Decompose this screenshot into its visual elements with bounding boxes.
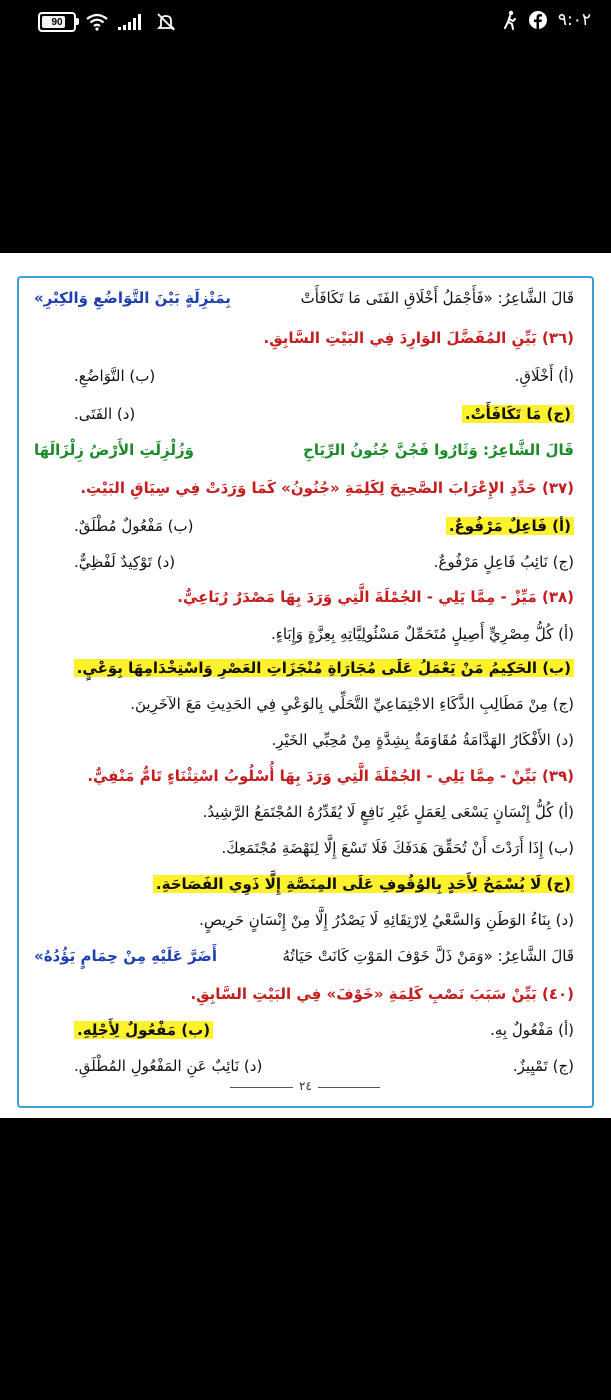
- option-a-correct: (أ) فَاعِلٌ مَرْفُوعٌ.: [446, 517, 574, 535]
- verse-first-half: قَالَ الشَّاعِرُ: «وَمَنْ ذَلَّ خَوْفَ المَوْتِ كَانَتْ حَيَاتُهُ: [282, 947, 574, 965]
- verse-first-half: قَالَ الشَّاعِرُ: وَثَارُوا فَجُنَّ جُنُونُ الرِّيَاحِ: [303, 441, 574, 459]
- document-page: [0, 253, 611, 1118]
- question-text: (٣٧) حَدِّدِ الإِعْرَابَ الصَّحِيحَ لِكَلِمَةِ «جُنُونُ» كَمَا وَرَدَتْ فِي سِيَاقِ البَيْتِ.: [80, 479, 574, 497]
- status-icons-right: [502, 10, 591, 30]
- signal-icon: [118, 14, 146, 30]
- option-b-correct: (ب) مَفْعُولٌ لِأَجْلِهِ.: [74, 1021, 213, 1039]
- facebook-icon: [528, 10, 548, 30]
- option-text: (أ) كُلُّ مِصْرِيٍّ أَصِيلٍ مُتَحَمِّلٌ مَسْئُولِيَّاتِهِ بِعِزَّةٍ وَإِبَاءٍ.: [271, 625, 574, 643]
- option-b: (ب) مَفْعُولٌ مُطْلَقٌ.: [74, 517, 194, 535]
- option-text: (ج) لَا يُسْمَحُ لِأَحَدٍ بِالوُقُوفِ عَلَى المِنَصَّةِ إِلَّا ذَوِي الفَصَاحَةِ.: [153, 875, 574, 893]
- page-number-text: ٢٤: [293, 1079, 318, 1093]
- option-text: (ج) مِنْ مَطَالِبِ الذَّكَاءِ الاجْتِمَاعِيِّ التَّحَلِّي بِالوَعْيِ فِي الحَدِيثِ مَعَ الآخَرِينَ.: [130, 695, 574, 713]
- walking-person-icon: [502, 10, 518, 30]
- option-text: (ب) الحَكِيمُ مَنْ يَعْمَلُ عَلَى مُجَارَاةِ مُنْجَزَاتِ العَصْرِ وَاسْتِخْدَامِهَا بِوَعْيٍ.: [74, 659, 574, 677]
- option-c-correct: (ج) مَا تَكَافَأَتْ.: [462, 405, 574, 423]
- option-text: (د) بِنَاءُ الوَطَنِ وَالسَّعْيُ لِارْتِقَائِهِ لَا يَصْدُرُ إِلَّا مِنْ إِنْسَانٍ حَرِيصٍ.: [199, 911, 574, 929]
- verse-second-half: وَزُلْزِلَتِ الأَرْضُ زِلْزَالَهَا: [34, 441, 194, 459]
- muted-bell-icon: [156, 12, 176, 32]
- option-a: (أ) مَفْعُولٌ بِهِ.: [490, 1021, 574, 1039]
- option-c: (ج) تَمْيِيزٌ.: [512, 1057, 574, 1075]
- status-bar: [0, 0, 611, 50]
- option-c: (ج) نَائِبُ فَاعِلٍ مَرْفُوعٌ.: [433, 553, 574, 571]
- option-text: (د) الأَفْكَارُ الهَدَّامَةُ مُقَاوَمَةٌ بِشِدَّةٍ مِنْ مُحِبِّي الخَيْرِ.: [271, 731, 574, 749]
- option-b: (ب) التَّوَاضُعِ.: [74, 367, 156, 385]
- option-d: (د) الفَتَى.: [74, 405, 136, 423]
- question-text: (٣٨) مَيِّزْ - مِمَّا يَلِي - الجُمْلَةَ الَّتِي وَرَدَ بِهَا مَصْدَرٌ رُبَاعِيٌّ.: [177, 588, 574, 606]
- verse-first-half: قَالَ الشَّاعِرُ: «فَأَجْمَلُ أَخْلَاقِ الفَتَى مَا تَكَافَأَتْ: [300, 289, 574, 307]
- clock: ٩:٠٢: [557, 10, 591, 30]
- status-icons-left: [38, 12, 176, 32]
- verse-second-half: أَضَرَّ عَلَيْهِ مِنْ حِمَامٍ يَؤُدُهُ»: [34, 947, 218, 965]
- battery-icon: [38, 12, 76, 32]
- option-text: (ب) إِذَا أَرَدْتَ أَنْ تُحَقِّقَ هَدَفَكَ فَلَا تَسْعَ إِلَّا لِنَهْضَةِ مُجْتَمَعِكَ.: [221, 839, 574, 857]
- question-text: (٣٦) بَيِّنِ المُفَضَّلَ الوَارِدَ فِي البَيْتِ السَّابِقِ.: [263, 329, 574, 347]
- option-a: (أ) أَخْلَاقِ.: [514, 367, 574, 385]
- verse-second-half: بِمَنْزِلَةٍ بَيْنَ التَّوَاضُعِ وَالكِبْرِ»: [34, 289, 231, 307]
- option-d: (د) نَائِبٌ عَنِ المَفْعُولِ المُطْلَقِ.: [74, 1057, 263, 1075]
- wifi-icon: [86, 13, 108, 31]
- question-text: (٣٩) بَيِّنْ - مِمَّا يَلِي - الجُمْلَةَ الَّتِي وَرَدَ بِهَا أُسْلُوبُ اسْتِثْنَاءٍ تَامٌّ مَنْفِيٌّ.: [87, 767, 574, 785]
- page-number: [0, 1079, 611, 1093]
- option-text: (أ) كُلُّ إِنْسَانٍ يَسْعَى لِعَمَلٍ غَيْرِ نَافِعٍ لَا يُقَدِّرُهُ المُجْتَمَعُ الرَّشِيدُ.: [202, 803, 574, 821]
- battery-level: 90: [51, 16, 63, 28]
- page-frame: [17, 276, 594, 1108]
- option-d: (د) تَوْكِيدٌ لَفْظِيٌّ.: [74, 553, 176, 571]
- question-text: (٤٠) بَيِّنْ سَبَبَ نَصْبِ كَلِمَةِ «خَوْفَ» فِي البَيْتِ السَّابِقِ.: [190, 985, 574, 1003]
